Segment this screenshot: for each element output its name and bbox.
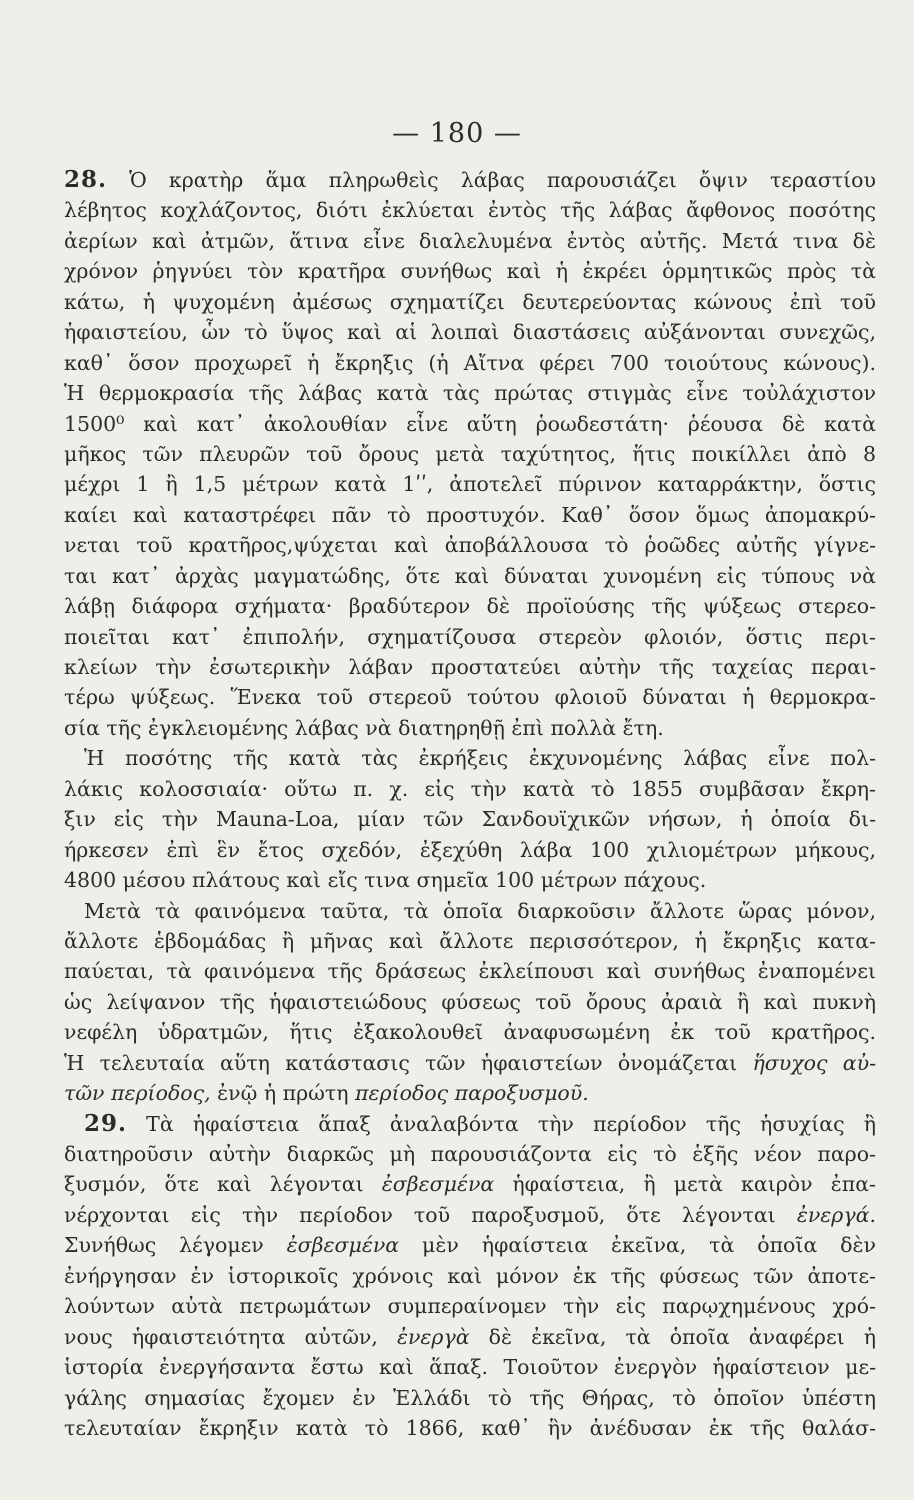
text-line: σία τῆς ἐγκλειομένης λάβας νὰ διατηρηθῇ ἐπὶ πολλὰ ἔτη. xyxy=(64,715,664,740)
body-text xyxy=(64,165,876,1443)
text-line: 28. Ὁ κρατὴρ ἅμα πληρωθεὶς λάβας παρουσιάζει ὄψιν τεραστίου xyxy=(64,166,876,193)
text-line: ήρκεσεν ἐπὶ ἓν ἔτος σχεδόν, ἐξεχύθη λάβα 100 χιλιομέτρων μήκους, xyxy=(64,837,876,862)
section-number: 28. xyxy=(64,166,108,193)
text-line: ἐνήργησαν ἐν ἱστορικοῖς χρόνοις καὶ μόνον ἐκ τῆς φύσεως τῶν ἀποτε- xyxy=(64,1263,876,1288)
text-line: ξιν εἰς τὴν Mauna-Loa, μίαν τῶν Σανδουϊχικῶν νήσων, ἡ ὁποία δι- xyxy=(64,807,876,832)
text-line: κλείων τὴν ἐσωτερικὴν λάβαν προστατεύει αὐτὴν τῆς ταχείας περαι- xyxy=(64,655,876,679)
page-number: — 180 — xyxy=(392,118,522,149)
text-line: νέρχονται εἰς τὴν περίοδον τοῦ παροξυσμοῦ, ὅτε λέγονται ἐνεργά. xyxy=(64,1202,876,1227)
text-line: νεται τοῦ κρατῆρος,ψύχεται καὶ ἀποβάλλουσα τὸ ῥοῶδες αὐτῆς γίγνε- xyxy=(64,533,876,558)
text-line: καθ᾿ ὅσον προχωρεῖ ἡ ἔκρηξις (ἡ Αἴτνα φέρει 700 τοιούτους κώνους). xyxy=(64,350,876,375)
text-line: ποιεῖται κατ᾿ ἐπιπολήν, σχηματίζουσα στερεὸν φλοιόν, ὅστις περι- xyxy=(64,624,876,649)
text-line: 4800 μέσου πλάτους καὶ εἴς τινα σημεῖα 100 μέτρων πάχους. xyxy=(64,868,707,893)
text-line: λάκις κολοσσιαία· οὕτω π. χ. εἰς τὴν κατὰ τὸ 1855 συμβᾶσαν ἔκρη- xyxy=(64,776,876,801)
text-line: 1500⁰ καὶ κατ᾿ ἀκολουθίαν εἶνε αὕτη ῥοωδεστάτη· ῥέουσα δὲ κατὰ xyxy=(64,411,876,436)
text-line: ἱστορία ἐνεργήσαντα ἔστω καὶ ἅπαξ. Τοιοῦτον ἐνεργὸν ἡφαίστειον με- xyxy=(64,1355,876,1380)
text-line: ἄλλοτε ἑβδομάδας ἢ μῆνας καὶ ἄλλοτε περισσότερον, ἡ ἔκρηξις κατα- xyxy=(64,928,876,953)
text-line: ἀερίων καὶ ἀτμῶν, ἅτινα εἶνε διαλελυμένα ἐντὸς αὐτῆς. Μετά τινα δὲ xyxy=(64,228,876,253)
text-line: τέρω ψύξεως. Ἕνεκα τοῦ στερεοῦ τούτου φλοιοῦ δύναται ἡ θερμοκρα- xyxy=(64,685,876,710)
text-line: καίει καὶ καταστρέφει πᾶν τὸ προστυχόν. Καθ᾿ ὅσον ὅμως ἀπομακρύ- xyxy=(64,502,876,527)
text-line: ἡφαιστείου, ὧν τὸ ὕψος καὶ αἱ λοιπαὶ διαστάσεις αὐξάνονται συνεχῶς, xyxy=(64,320,876,345)
text-line: λέβητος κοχλάζοντος, διότι ἐκλύεται ἐντὸς τῆς λάβας ἄφθονος ποσότης xyxy=(64,198,876,223)
section-number: 29. xyxy=(84,1109,128,1137)
text-line: νους ἡφαιστειότητα αὐτῶν, ἐνεργὰ δὲ ἐκεῖνα, τὰ ὁποῖα ἀναφέρει ἡ xyxy=(64,1324,876,1349)
text-line: γάλης σημασίας ἔχομεν ἐν Ἑλλάδι τὸ τῆς Θήρας, τὸ ὁποῖον ὑπέστη xyxy=(64,1385,876,1410)
text-line: 29. Τὰ ἡφαίστεια ἅπαξ ἀναλαβόντα τὴν περίοδον τῆς ἡσυχίας ἢ xyxy=(84,1109,876,1137)
text-line: Ἡ τελευταία αὕτη κατάστασις τῶν ἡφαιστείων ὀνομάζεται ἥσυχος αὐ- xyxy=(64,1050,876,1075)
text-line: ξυσμόν, ὅτε καὶ λέγονται ἐσβεσμένα ἡφαίστεια, ἢ μετὰ καιρὸν ἐπα- xyxy=(64,1172,876,1197)
text-line: ται κατ᾿ ἀρχὰς μαγματώδης, ὅτε καὶ δύναται χυνομένη εἰς τύπους νὰ xyxy=(64,563,876,588)
text-line: τελευταίαν ἔκρηξιν κατὰ τὸ 1866, καθ᾿ ἣν ἀνέδυσαν ἐκ τῆς θαλάσ- xyxy=(64,1415,876,1440)
text-line: Ἡ ποσότης τῆς κατὰ τὰς ἐκρήξεις ἐκχυνομένης λάβας εἶνε πολ- xyxy=(84,746,876,771)
text-line: χρόνον ῥηγνύει τὸν κρατῆρα συνήθως καὶ ἡ ἐκρέει ὁρμητικῶς πρὸς τὰ xyxy=(64,259,876,284)
text-line: μῆκος τῶν πλευρῶν τοῦ ὄρους μετὰ ταχύτητος, ἥτις ποικίλλει ἀπὸ 8 xyxy=(64,441,876,466)
text-line: ὡς λείψανον τῆς ἡφαιστειώδους φύσεως τοῦ ὄρους ἀραιὰ ἢ καὶ πυκνὴ xyxy=(64,989,876,1014)
text-line: κάτω, ἡ ψυχομένη ἀμέσως σχηματίζει δευτερεύοντας κώνους ἐπὶ τοῦ xyxy=(64,289,876,314)
text-line: τῶν περίοδος, ἐνῷ ἡ πρώτη περίοδος παροξυσμοῦ. xyxy=(64,1081,589,1106)
text-line: παύεται, τὰ φαινόμενα τῆς δράσεως ἐκλείπουσι καὶ συνήθως ἐναπομένει xyxy=(64,959,876,984)
text-line: μέχρι 1 ἢ 1,5 μέτρων κατὰ 1ʹʹ, ἀποτελεῖ πύρινον καταρράκτην, ὅστις xyxy=(64,472,876,497)
text-line: Ἡ θερμοκρασία τῆς λάβας κατὰ τὰς πρώτας στιγμὰς εἶνε τοὐλάχιστον xyxy=(64,381,876,406)
text-line: Μετὰ τὰ φαινόμενα ταῦτα, τὰ ὁποῖα διαρκοῦσιν ἄλλοτε ὥρας μόνον, xyxy=(84,898,876,923)
text-line: λάβῃ διάφορα σχήματα· βραδύτερον δὲ προϊούσης τῆς ψύξεως στερεο- xyxy=(64,594,876,619)
text-line: διατηροῦσιν αὐτὴν διαρκῶς μὴ παρουσιάζοντα εἰς τὸ ἑξῆς νέον παρο- xyxy=(64,1142,876,1166)
text-line: Συνήθως λέγομεν ἐσβεσμένα μὲν ἡφαίστεια ἐκεῖνα, τὰ ὁποῖα δὲν xyxy=(64,1233,876,1258)
text-line: νεφέλη ὑδρατμῶν, ἥτις ἐξακολουθεῖ ἀναφυσωμένη ἐκ τοῦ κρατῆρος. xyxy=(64,1020,876,1045)
text-line: λούντων αὐτὰ πετρωμάτων συμπεραίνομεν τὴν εἰς παρῳχημένους χρό- xyxy=(64,1294,876,1319)
